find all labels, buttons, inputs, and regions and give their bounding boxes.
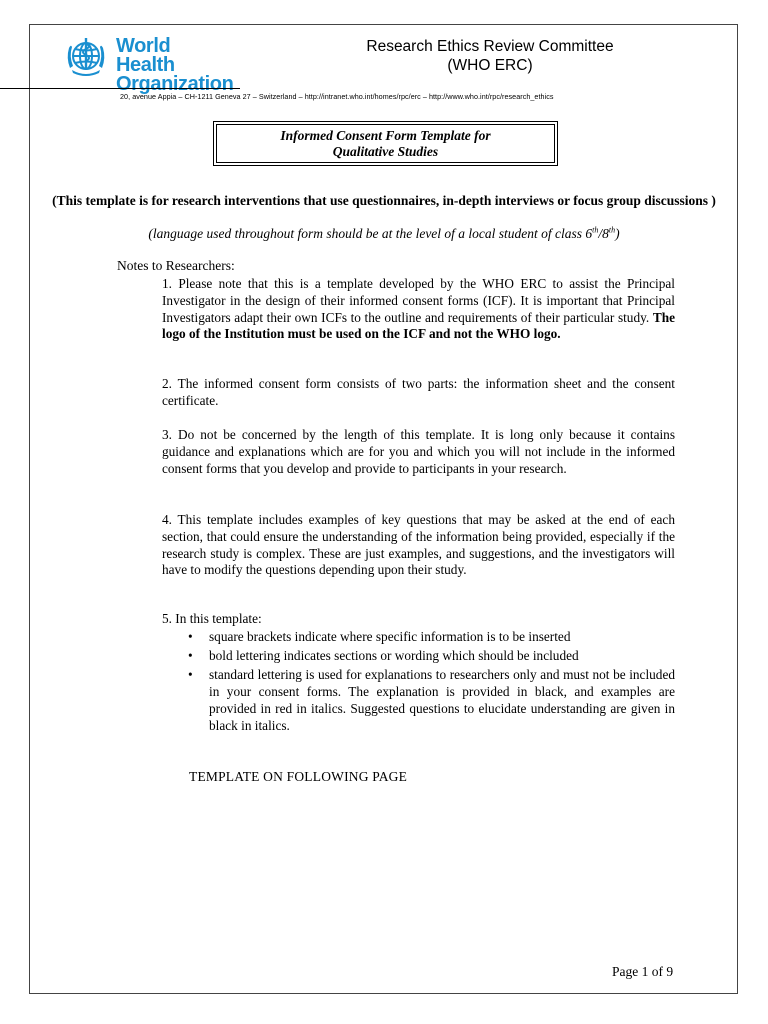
document-title-box	[213, 121, 558, 166]
bullet-icon: •	[188, 629, 193, 644]
note-4: 4. This template includes examples of key questions that may be asked at the end of each section, that could ensure the understanding of the information being provided, especially if the research study is complex. These are just examples, and suggestions, and the investigators will have to modify the questions depending upon their study.	[162, 512, 675, 578]
list-item	[162, 628, 675, 645]
note-1	[162, 276, 675, 343]
logo-line-2: Organization	[116, 73, 234, 95]
language-level-note	[38, 226, 730, 242]
following-page-note: TEMPLATE ON FOLLOWING PAGE	[189, 769, 408, 784]
superscript-th-2: th	[608, 225, 616, 235]
document-title	[216, 124, 555, 163]
notes-heading: Notes to Researchers:	[117, 258, 235, 273]
language-note-end: )	[615, 226, 620, 241]
logo-line-1: World Health	[116, 35, 175, 76]
committee-heading	[330, 37, 650, 75]
bullet-icon: •	[188, 667, 193, 682]
title-line-2: Qualitative Studies	[332, 144, 439, 159]
note-1-text: 1. Please note that this is a template developed by the WHO ERC to assist the Principal Investigator in the design of their informed consent forms (ICF). It is important that Principal Investigators adapt their own ICFs to the outline and requirements of their particular study.	[162, 276, 675, 325]
address-line: 20, avenue Appia – CH-1211 Geneva 27 – Switzerland – http://intranet.who.int/homes/rpc/erc – http://www.who.int/rpc/research_ethics	[120, 92, 554, 101]
bullet-icon: •	[188, 648, 193, 663]
who-logo	[62, 32, 234, 95]
superscript-th-1: th	[592, 225, 599, 235]
language-note-mid: /8	[598, 226, 609, 241]
committee-abbrev: (WHO ERC)	[447, 57, 533, 74]
template-scope-note: (This template is for research interventions that use questionnaires, in-depth interviews or focus group discussions )	[52, 193, 716, 208]
note-2: 2. The informed consent form consists of two parts: the information sheet and the consent certificate.	[162, 376, 675, 408]
note-1-bold: The logo of the Institution must be used on the ICF and not the WHO logo.	[162, 309, 675, 342]
who-emblem-icon	[62, 32, 110, 80]
language-note-text: (language used throughout form should be at the level of a local student of class 6	[148, 226, 593, 241]
header-divider	[0, 88, 240, 89]
note-5: 5. In this template:	[162, 611, 262, 626]
list-item-text: standard lettering is used for explanations to researchers only and must not be included in your consent forms. The explanation is provided in black, and examples are provided in red in italics. Suggested questions to elucidate understanding are given in black in italics.	[209, 667, 675, 733]
who-logo-text	[116, 37, 233, 94]
template-conventions-list	[162, 628, 675, 736]
note-3: 3. Do not be concerned by the length of this template. It is long only because it contains guidance and explanations which are for you and which you will not include in the informed consent forms that you develop and provide to participants in your research.	[162, 427, 675, 476]
title-line-1: Informed Consent Form Template for	[280, 128, 491, 143]
list-item	[162, 647, 675, 664]
list-item-text: bold lettering indicates sections or wording which should be included	[209, 648, 579, 663]
page-number: Page 1 of 9	[612, 964, 674, 979]
committee-name: Research Ethics Review Committee	[366, 38, 614, 55]
list-item	[162, 666, 675, 734]
page-border	[29, 24, 738, 994]
list-item-text: square brackets indicate where specific information is to be inserted	[209, 629, 571, 644]
